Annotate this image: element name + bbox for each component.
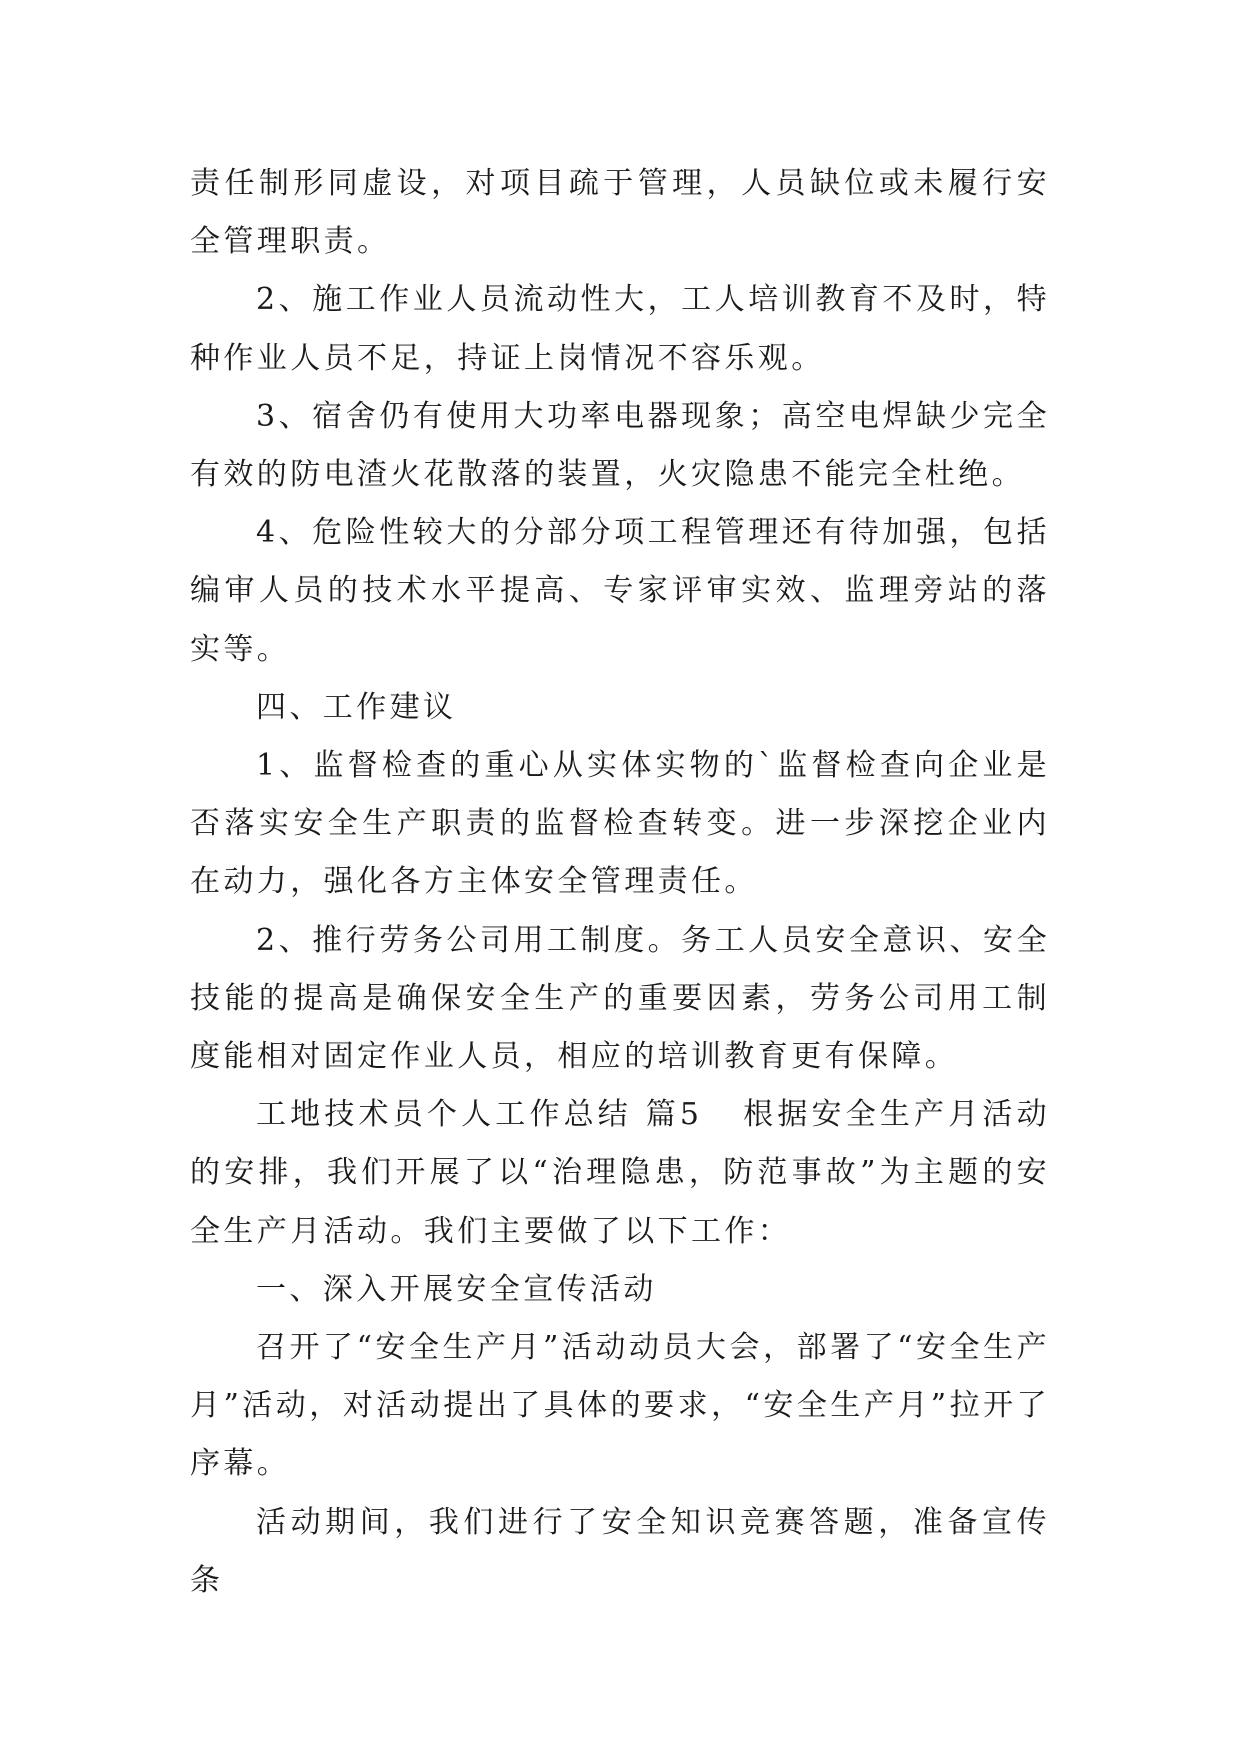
paragraph-activity-2: 活动期间，我们进行了安全知识竞赛答题，准备宣传条	[190, 1504, 1050, 1598]
paragraph-continued: 责任制形同虚设，对项目疏于管理，人员缺位或未履行安全管理职责。	[190, 166, 1050, 260]
pian5-intro: 根据安全生产月活动的安排，我们开展了以“治理隐患，防范事故”为主题的安全生产月活动。我们主要做了以下工作：	[190, 1097, 1050, 1249]
pian5-title: 工地技术员个人工作总结 篇5	[256, 1097, 703, 1133]
paragraph-issue-2: 2、施工作业人员流动性大，工人培训教育不及时，特种作业人员不足，持证上岗情况不容乐观。	[190, 282, 1050, 376]
paragraph-pian5	[190, 1086, 1050, 1261]
paragraph-suggestion-2: 2、推行劳务公司用工制度。务工人员安全意识、安全技能的提高是确保安全生产的重要因素，劳务公司用工制度能相对固定作业人员，相应的培训教育更有保障。	[190, 922, 1050, 1075]
paragraph-suggestion-1: 1、监督检查的重心从实体实物的`监督检查向企业是否落实安全生产职责的监督检查转变。进一步深挖企业内在动力，强化各方主体安全管理责任。	[190, 748, 1050, 900]
section-heading-safety-publicity: 一、深入开展安全宣传活动	[256, 1271, 657, 1307]
paragraph-issue-3: 3、宿舍仍有使用大功率电器现象；高空电焊缺少完全有效的防电渣火花散落的装置，火灾隐患不能完全杜绝。	[190, 398, 1050, 493]
paragraph-activity-1: 召开了“安全生产月”活动动员大会，部署了“安全生产月”活动，对活动提出了具体的要求，“安全生产月”拉开了序幕。	[190, 1330, 1050, 1482]
paragraph-issue-4: 4、危险性较大的分部分项工程管理还有待加强，包括编审人员的技术水平提高、专家评审实效、监理旁站的落实等。	[190, 515, 1050, 667]
document-body	[190, 155, 1050, 1610]
section-heading-work-suggestions: 四、工作建议	[256, 689, 457, 725]
